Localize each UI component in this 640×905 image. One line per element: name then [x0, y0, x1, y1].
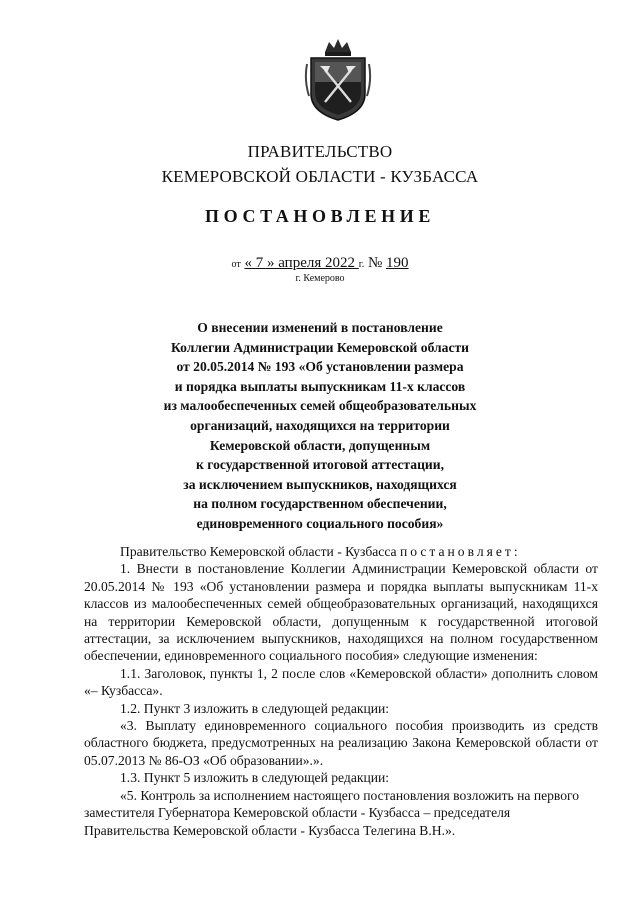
title-line: из малообеспеченных семей общеобразовательных [163, 398, 477, 414]
preamble-resolves: постановляет: [399, 544, 521, 559]
title-line: от 20.05.2014 № 193 «Об установлении размера [176, 359, 464, 375]
date-year-suffix: г. [358, 259, 365, 270]
date-line [0, 255, 640, 272]
title-line: единовременного социального пособия» [196, 515, 444, 531]
preamble-text: Правительство Кемеровской области - Кузбасса [120, 544, 400, 559]
date-quote-open: « [244, 255, 252, 271]
document-title [120, 318, 520, 534]
document-number: 190 [386, 255, 409, 271]
government-name-line1: ПРАВИТЕЛЬСТВО [247, 142, 393, 161]
title-line: к государственной итоговой аттестации, [196, 457, 444, 473]
number-sign: № [367, 255, 383, 271]
paragraph-1-3-quote: «5. Контроль за исполнением настоящего постановления возложить на первого заместителя Губернатора Кемеровской области - Кузбасса – председателя Правительства Кемеровской области - Кузбасса Телегина В.Н.». [84, 787, 580, 838]
date-quote-close: » [266, 255, 275, 271]
city-name: г. Кемерово [295, 273, 345, 284]
paragraph-1-1: 1.1. Заголовок, пункты 1, 2 после слов «Кемеровской области» дополнить словом «– Кузбасса». [84, 665, 598, 699]
title-line: Кемеровской области, допущенным [209, 437, 431, 453]
title-line: О внесении изменений в постановление [197, 320, 443, 335]
title-line: организаций, находящихся на территории [190, 417, 450, 433]
document-type-heading: ПОСТАНОВЛЕНИЕ [205, 206, 435, 226]
title-line: на полном государственном обеспечении, [193, 496, 447, 512]
date-month-year: апреля 2022 [274, 255, 359, 271]
paragraph-1-2-quote: «3. Выплату единовременного социального пособия производить из средств областного бюджета, предусмотренных на реализацию Закона Кемеровской области от 05.07.2013 № 86-ОЗ «Об образовании».». [84, 718, 598, 768]
paragraph-1-2: 1.2. Пункт 3 изложить в следующей редакции: [120, 700, 390, 716]
title-line: Коллегии Администрации Кемеровской области [170, 339, 470, 355]
paragraph-1-3: 1.3. Пункт 5 изложить в следующей редакции: [120, 770, 390, 786]
date-prefix: от [231, 259, 241, 270]
paragraph-1: 1. Внести в постановление Коллегии Администрации Кемеровской области от 20.05.2014 № 193 «Об установлении размера и порядка выплаты выпускникам 11-х классов из малообеспеченных семей общеобразовательных организаций, находящихся на территории Кемеровской области, допущенным к государственной итоговой аттестации, за исключением выпускников, находящихся на полном государственном обеспечении, единовременного социального пособия» следующие изменения: [84, 561, 598, 664]
title-line: и порядка выплаты выпускникам 11-х классов [174, 378, 466, 394]
government-name-line2: КЕМЕРОВСКОЙ ОБЛАСТИ - КУЗБАССА [161, 167, 479, 186]
title-line: за исключением выпускников, находящихся [183, 476, 457, 492]
coat-of-arms-emblem [303, 36, 373, 122]
document-body [84, 543, 598, 839]
preamble-paragraph [84, 543, 598, 560]
date-day: 7 [251, 255, 267, 271]
